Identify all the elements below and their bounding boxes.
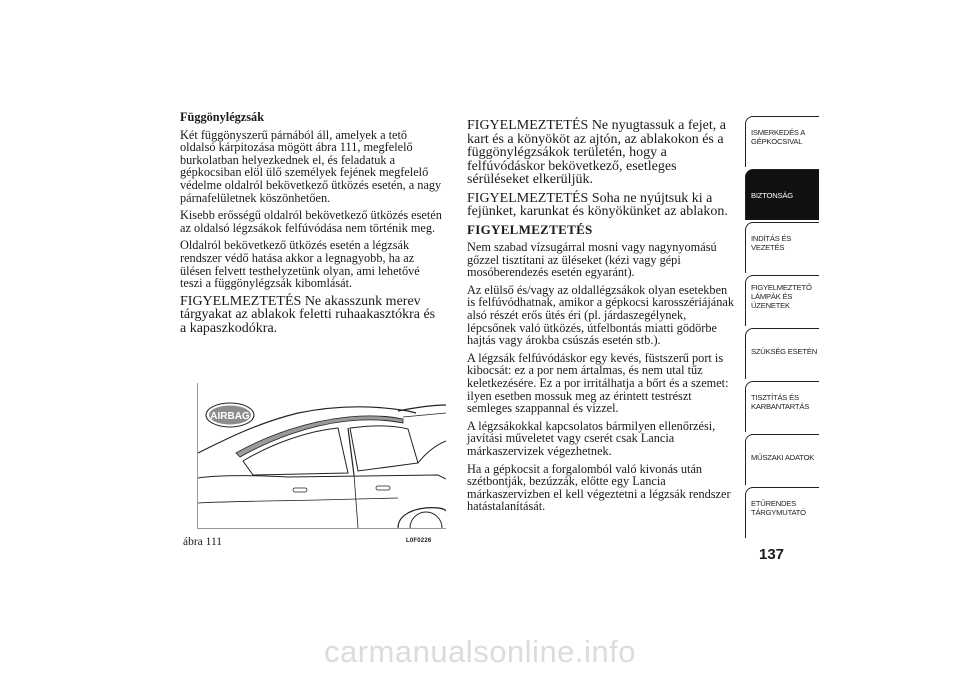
right-column	[467, 119, 737, 518]
tab-biztonsag[interactable]	[745, 169, 819, 220]
chapter-tabs	[745, 116, 819, 540]
paragraph-intro: Két függönyszerű párnából áll, amelyek a tető oldalsó kárpitozása mögött ábra 111, megfelelő burkolatban helyezkednek el, és feladatuk a gépkocsiban elöl ülő személyek fejének megfelelő védelme oldalról bekövetkező ütközés esetén, a nagy párnafelületnek köszönhetően.	[180, 127, 442, 205]
tab-ismerkedes[interactable]	[745, 116, 819, 167]
tab-label-line: TISZTÍTÁS ÉS	[751, 393, 799, 402]
tab-label-line: ÜZENETEK	[751, 301, 790, 310]
paragraph-dust: A légzsák felfúvódáskor egy kevés, füstszerű port is kibocsát: ez a por nem ártalmas, és nem utal tűz keletkezésére. Ez a por irritálhatja a bőrt és a szemet: ilyen esetben mossuk meg az érintett testrészt semleges szappannal és vízzel.	[467, 350, 729, 416]
warning-head-arms: FIGYELMEZTETÉS Ne nyugtassuk a fejet, a kart és a könyököt az ajtón, az ablakokon és a függönylégzsákok területén, hogy a felfúvódáskor bekövetkező, esetleges sérüléseket elkerüljük.	[467, 118, 726, 187]
tab-label-line: ETŰRENDES	[751, 499, 797, 508]
page-number: 137	[759, 546, 785, 563]
figure-code: L0F0226	[406, 538, 432, 544]
tab-label-line: BIZTONSÁG	[751, 191, 793, 200]
tab-tisztitas[interactable]	[745, 381, 819, 432]
tab-label-line: ISMERKEDÉS A	[751, 128, 806, 137]
car-illustration	[198, 383, 446, 528]
tab-label-line: MŰSZAKI ADATOK	[751, 453, 815, 462]
tab-label-line: KARBANTARTÁS	[751, 402, 810, 411]
tab-inditas[interactable]	[745, 222, 819, 273]
tab-label-line: SZÜKSÉG ESETÉN	[751, 347, 817, 356]
paragraph-cleaning: Nem szabad vízsugárral mosni vagy nagynyomású gőzzel tisztítani az üléseket (kézi vagy gépi mosóberendezés esetén egyaránt).	[467, 240, 717, 280]
paragraph-minor-impact: Kisebb erősségű oldalról bekövetkező ütközés esetén az oldalsó légzsákok felfúvódása nem történik meg.	[180, 208, 442, 235]
tab-label-line: INDÍTÁS ÉS	[751, 234, 792, 243]
tab-label-line: LÁMPÁK ÉS	[751, 292, 793, 301]
paragraph-underbody: Az elülső és/vagy az oldallégzsákok olyan esetekben is felfúvódhatnak, amikor a gépkocsi karosszériájának alsó részét erős ütés éri (pl. járdaszegélynek, lépcsőnek való ütközés, útfelbontás miatti gödörbe hajtás vagy árokba csúszás esetén stb.).	[467, 282, 735, 348]
tab-label-line: TÁRGYMUTATÓ	[751, 508, 806, 517]
airbag-label: AIRBAG	[210, 411, 250, 422]
tab-label-line: VEZETÉS	[751, 243, 785, 252]
watermark: carmanualsonline.info	[323, 634, 637, 669]
paragraph-position: Oldalról bekövetkező ütközés esetén a légzsák rendszer védő hatása akkor a legnagyobb, ha az ülésen felvett testhelyzetünk olyan, ami lehetővé teszi a függönylégzsák kibomlását.	[180, 238, 420, 291]
left-column	[180, 111, 442, 340]
tab-muszaki[interactable]	[745, 434, 819, 485]
tab-label-line: FIGYELMEZTETŐ	[751, 283, 812, 292]
warning-window: FIGYELMEZTETÉS Soha ne nyújtsuk ki a fejünket, karunkat és könyökünket az ablakon.	[467, 190, 728, 219]
section-heading: Függönylégzsák	[180, 110, 265, 124]
tab-label-line: GÉPKOCSIVAL	[751, 137, 803, 146]
paragraph-scrapping: Ha a gépkocsit a forgalomból való kivonás után szétbontják, bezúzzák, előtte egy Lancia márkaszervizben el kell végeztetni a légzsák rendszer hatástalanítását.	[467, 461, 731, 514]
figure-caption: ábra 111	[183, 536, 223, 548]
warning-heading: FIGYELMEZTETÉS	[467, 221, 593, 237]
tab-szukseg[interactable]	[745, 328, 819, 379]
airbag-label-badge	[206, 403, 254, 427]
tab-targymutato[interactable]	[745, 487, 819, 538]
warning-hooks: FIGYELMEZTETÉS Ne akasszunk merev tárgyakat az ablakok feletti ruhaakasztókra és a kapaszkodókra.	[180, 293, 436, 336]
tab-figyelmezteto[interactable]	[745, 275, 819, 326]
figure-car-side-airbag	[197, 383, 446, 529]
paragraph-service: A légzsákokkal kapcsolatos bármilyen ellenőrzési, javítási műveletet vagy cserét csak Lancia márkaszervizek végezhetnek.	[467, 418, 716, 458]
